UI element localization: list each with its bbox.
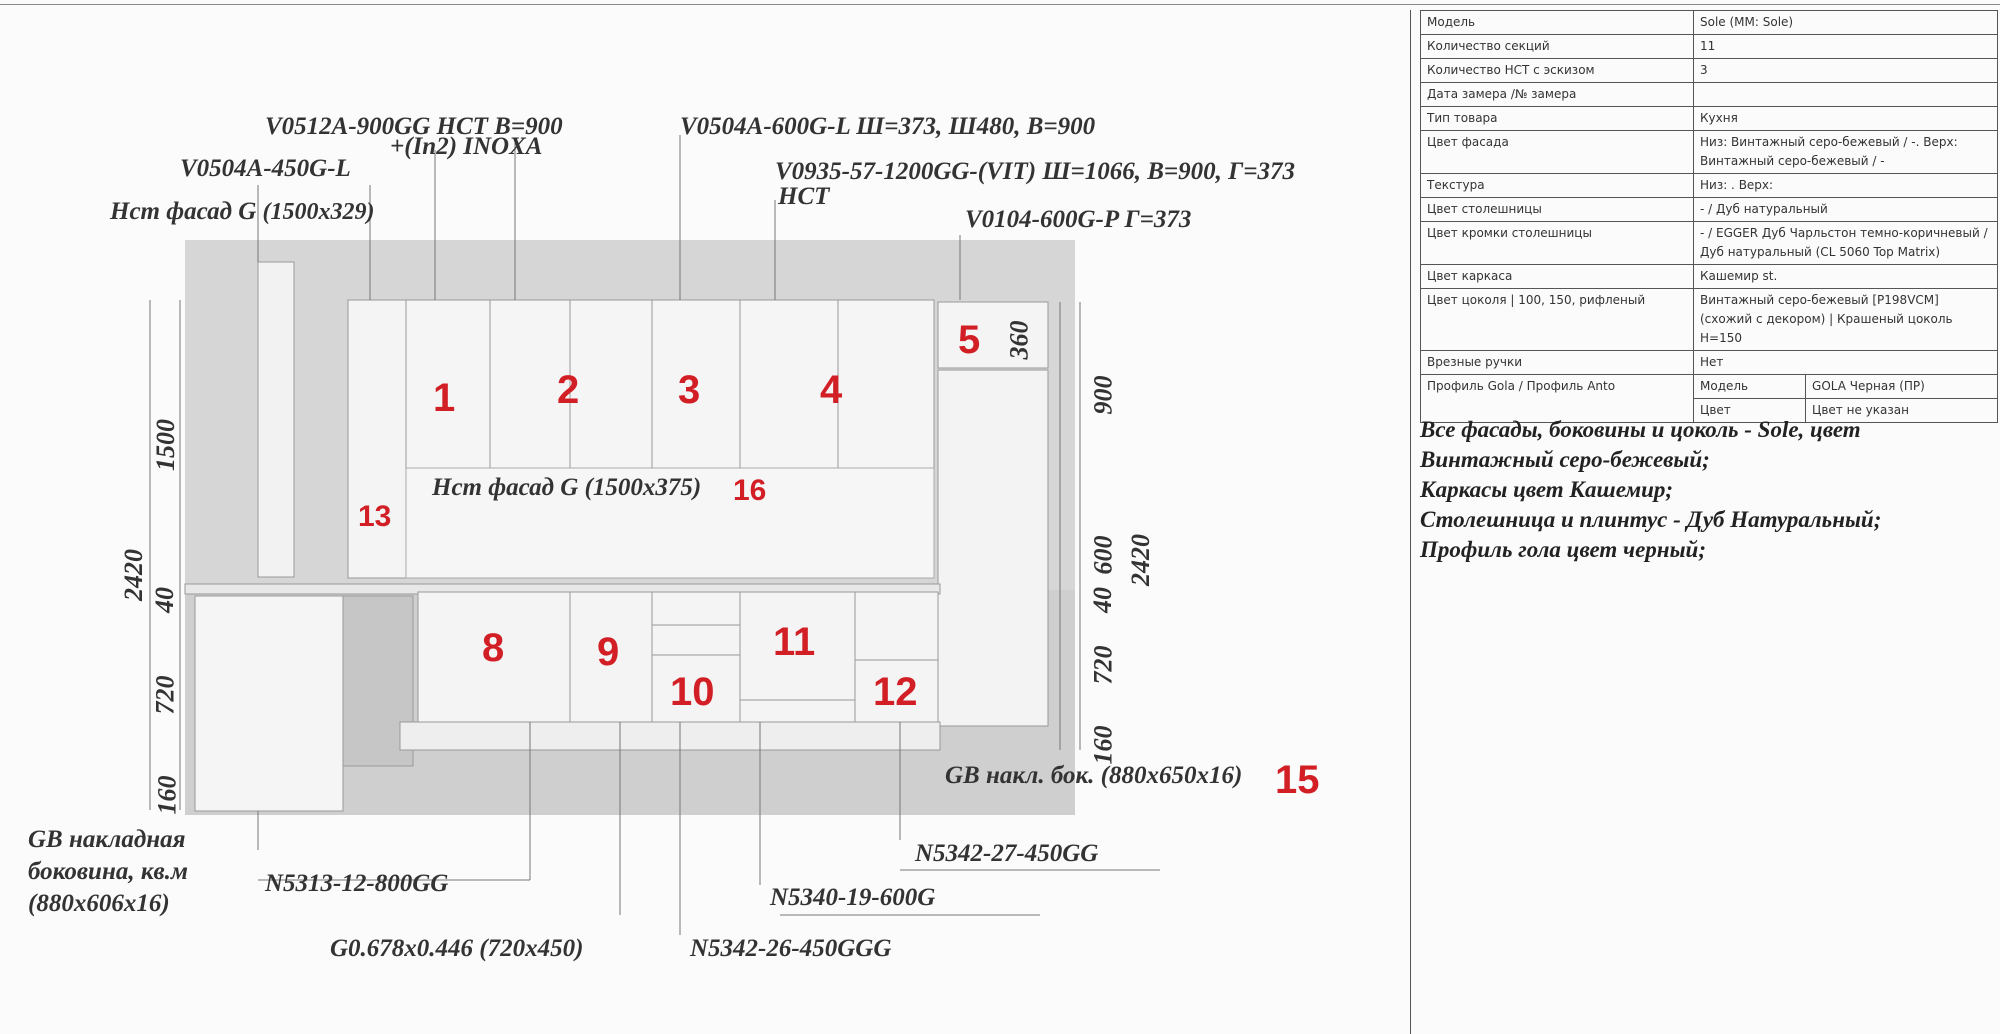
profile-color-key: Цвет: [1694, 399, 1806, 423]
spec-row: [1421, 131, 1998, 174]
spec-value: 11: [1694, 35, 1998, 59]
profile-color-value: Цвет не указан: [1806, 399, 1998, 423]
label-top2: V0504A-600G-L Ш=373, Ш480, B=900: [680, 113, 1096, 140]
spec-row: [1421, 35, 1998, 59]
dim-left-40: 40: [150, 587, 179, 613]
dim-right-2420: 2420: [1126, 534, 1155, 586]
dim-right-40: 40: [1088, 587, 1117, 613]
number-8: 8: [482, 626, 505, 670]
spec-row: [1421, 11, 1998, 35]
spec-value: Sole (MM: Sole): [1694, 11, 1998, 35]
dim-left-160: 160: [152, 775, 182, 815]
spec-row: [1421, 83, 1998, 107]
spec-key: Количество секций: [1421, 35, 1694, 59]
spec-value: 3: [1694, 59, 1998, 83]
dim-left-720: 720: [150, 675, 180, 715]
number-12: 12: [873, 670, 918, 714]
profile-model-key: Модель: [1694, 375, 1806, 399]
tall-panel: [258, 262, 294, 577]
label-n5340: N5340-19-600G: [770, 884, 936, 911]
label-nst-top: Нст фасад G (1500x329): [110, 198, 375, 225]
spec-key: Цвет фасада: [1421, 131, 1694, 174]
spec-row: [1421, 265, 1998, 289]
dim-right-600: 600: [1088, 535, 1118, 575]
spec-key: Цвет столешницы: [1421, 198, 1694, 222]
spec-value: Кухня: [1694, 107, 1998, 131]
dim-right-720: 720: [1088, 645, 1118, 685]
note-4: Столешница и плинтус - Дуб Натуральный;: [1420, 507, 1882, 532]
spec-row: [1421, 59, 1998, 83]
label-g0678: G0.678x0.446 (720x450): [330, 935, 584, 962]
spec-key: Тип товара: [1421, 107, 1694, 131]
plinth: [400, 722, 940, 750]
spec-key: Профиль Gola / Профиль Anto: [1421, 375, 1694, 423]
label-gb-left-2: боковина, кв.м: [28, 858, 189, 885]
number-16: 16: [733, 474, 767, 507]
dim-right-900: 900: [1088, 375, 1118, 415]
spec-key: Количество НСТ с эскизом: [1421, 59, 1694, 83]
note-1: Все фасады, боковины и цоколь - Sole, цвет: [1420, 417, 1861, 442]
dim-left-1500: 1500: [151, 419, 180, 471]
number-11: 11: [773, 620, 816, 664]
number-13: 13: [358, 500, 392, 533]
label-top1: V0512A-900GG НСТ B=900: [265, 113, 563, 140]
spec-value: Кашемир st.: [1694, 265, 1998, 289]
label-n5313: N5313-12-800GG: [265, 870, 449, 897]
upper-cabinets: [406, 300, 934, 468]
label-top1b: +(In2) INOXA: [390, 133, 543, 160]
number-15: 15: [1275, 758, 1320, 802]
spec-row: [1421, 289, 1998, 351]
number-5: 5: [958, 318, 981, 362]
spec-value: Винтажный серо-бежевый [P198VCM] (схожий с декором) | Крашеный цоколь H=150: [1694, 289, 1998, 351]
dim-left-2420: 2420: [119, 549, 148, 601]
spec-value: Низ: . Верх:: [1694, 174, 1998, 198]
dim-right-160: 160: [1088, 725, 1118, 765]
label-top5: V0104-600G-P Г=373: [965, 206, 1192, 233]
spec-key: Врезные ручки: [1421, 351, 1694, 375]
spec-key: Модель: [1421, 11, 1694, 35]
spec-row: [1421, 174, 1998, 198]
label-top4: V0935-57-1200GG-(VIT) Ш=1066, B=900, Г=373: [775, 158, 1295, 185]
number-10: 10: [670, 670, 715, 714]
table-left-border: [1410, 10, 1411, 410]
notes: [1420, 415, 1980, 565]
spec-key: Цвет кромки столешницы: [1421, 222, 1694, 265]
spec-value: - / Дуб натуральный: [1694, 198, 1998, 222]
spec-table: [1420, 10, 1998, 423]
label-gb-right: GB накл. бок. (880x650x16): [945, 762, 1243, 789]
note-3: Каркасы цвет Кашемир;: [1420, 477, 1674, 502]
label-gb-left-3: (880x606x16): [28, 890, 170, 917]
spec-value: Низ: Винтажный серо-бежевый / -. Верх: Винтажный серо-бежевый / -: [1694, 131, 1998, 174]
spec-row-profile: [1421, 375, 1998, 399]
spec-row: [1421, 351, 1998, 375]
label-nst-mid: Нст фасад G (1500x375): [432, 474, 702, 501]
number-2: 2: [557, 368, 580, 412]
fridge: [938, 370, 1048, 726]
spec-row: [1421, 198, 1998, 222]
label-n5342-26: N5342-26-450GGG: [690, 935, 892, 962]
spec-row: [1421, 107, 1998, 131]
number-9: 9: [597, 630, 620, 674]
profile-model-value: GOLA Черная (ПР): [1806, 375, 1998, 399]
spec-value: - / EGGER Дуб Чарльстон темно-коричневый /Дуб натуральный (CL 5060 Top Matrix): [1694, 222, 1998, 265]
left-side-panel: [195, 596, 343, 811]
spec-key: Дата замера /№ замера: [1421, 83, 1694, 107]
number-1: 1: [433, 376, 456, 420]
label-gb-left-1: GB накладная: [28, 826, 186, 853]
spec-key: Цвет цоколя | 100, 150, рифленый: [1421, 289, 1694, 351]
spec-value: [1694, 83, 1998, 107]
note-2: Винтажный серо-бежевый;: [1420, 447, 1710, 472]
number-4: 4: [820, 368, 843, 412]
dim-right-360: 360: [1004, 320, 1034, 360]
spec-key: Текстура: [1421, 174, 1694, 198]
spec-value: Нет: [1694, 351, 1998, 375]
label-n5342-27: N5342-27-450GG: [915, 840, 1099, 867]
note-5: Профиль гола цвет черный;: [1420, 537, 1706, 562]
number-3: 3: [678, 368, 701, 412]
cabinet-13: [348, 300, 406, 578]
spec-key: Цвет каркаса: [1421, 265, 1694, 289]
spec-row: [1421, 222, 1998, 265]
label-top3: V0504A-450G-L: [180, 155, 351, 182]
label-top4b: НСТ: [778, 183, 830, 210]
